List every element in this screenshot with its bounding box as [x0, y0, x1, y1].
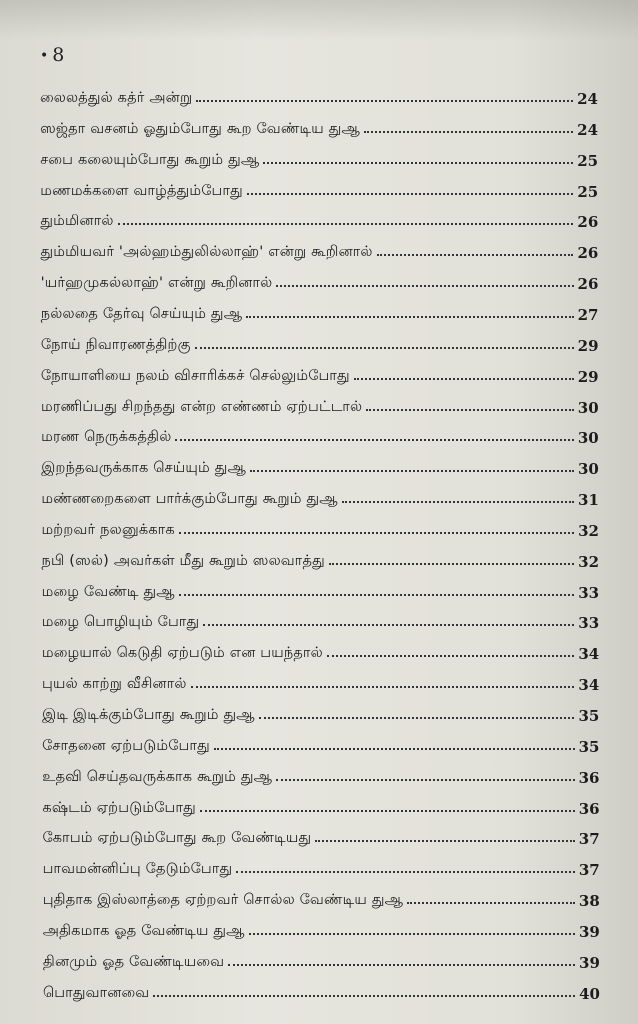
dot-leader	[196, 100, 573, 102]
toc-entry-title: மழை பொழியும் போது	[41, 614, 200, 631]
toc-entry-title: பொதுவானவை	[43, 984, 150, 1001]
dot-leader	[377, 254, 574, 256]
page-number-value: 8	[52, 44, 65, 66]
toc-entry	[41, 329, 599, 355]
dot-leader	[249, 933, 575, 935]
toc-entry-page: 34	[578, 676, 600, 695]
toc-entry-title: மழை வேண்டி துஆ	[41, 583, 175, 600]
toc-entry	[41, 267, 599, 293]
toc-entry-page: 33	[578, 614, 600, 633]
toc-entry-page: 26	[577, 275, 599, 294]
toc-entry-page: 37	[578, 861, 600, 880]
toc-entry-page: 35	[578, 737, 600, 756]
toc-entry-title: ஸஜ்தா வசனம் ஓதும்போது கூற வேண்டிய துஆ	[40, 120, 361, 137]
dot-leader	[236, 871, 575, 873]
toc-entry-title: 'யர்ஹமுகல்லாஹ்' என்று கூறினால்	[40, 275, 273, 292]
toc-entry-title: கோபம் ஏற்படும்போது கூற வேண்டியது	[42, 830, 312, 847]
dot-leader	[364, 131, 573, 133]
toc-entry	[43, 853, 600, 879]
toc-entry-title: மரண நெருக்கத்தில்	[41, 429, 172, 446]
toc-entry-page: 24	[577, 90, 598, 108]
toc-entry	[40, 144, 598, 170]
toc-entry	[42, 822, 599, 848]
dot-leader	[276, 285, 573, 287]
toc-entry-page: 31	[578, 491, 599, 510]
toc-entry-page: 27	[577, 305, 599, 324]
toc-entry-page: 33	[578, 583, 600, 602]
toc-entry	[41, 360, 599, 386]
toc-entry	[41, 514, 599, 540]
toc-entry-title: தும்மினால்	[40, 213, 114, 230]
toc-entry-page: 29	[577, 336, 599, 355]
toc-entry	[42, 668, 599, 694]
toc-entry-page: 39	[579, 953, 600, 972]
toc-entry	[40, 205, 598, 231]
toc-entry-title: கஷ்டம் ஏற்படும்போது	[42, 799, 196, 816]
toc-entry	[42, 761, 599, 787]
toc-entry-title: நோயாளியை நலம் விசாரிக்கச் செல்லும்போது	[40, 367, 350, 384]
toc-entry-page: 25	[577, 151, 599, 170]
dot-leader	[247, 193, 573, 195]
dot-leader	[118, 223, 574, 225]
toc-entry-page: 39	[578, 922, 600, 941]
dot-leader	[203, 624, 574, 626]
dot-leader	[250, 470, 574, 472]
dot-leader	[191, 686, 575, 688]
toc-entry-title: இடி இடிக்கும்போது கூறும் துஆ	[42, 707, 255, 723]
toc-entry-title: மழையால் கெடுதி ஏற்படும் என பயந்தால்	[41, 645, 323, 662]
dot-leader	[200, 810, 575, 812]
toc-entry-title: புதிதாக இஸ்லாத்தை ஏற்றவர் சொல்ல வேண்டிய துஆ	[42, 892, 404, 909]
toc-entry-page: 24	[577, 120, 599, 139]
toc-entry	[41, 391, 599, 417]
toc-entry	[42, 792, 599, 818]
toc-entry	[42, 606, 599, 632]
toc-entry-title: மரணிப்பது சிறந்தது என்ற எண்ணம் ஏற்பட்டால்	[41, 398, 363, 415]
toc-entry-title: இறந்தவருக்காக செய்யும் துஆ	[41, 460, 247, 477]
toc-entry-page: 36	[578, 799, 600, 818]
dot-leader	[354, 378, 574, 380]
toc-entry	[42, 576, 599, 602]
toc-entry-page: 26	[577, 244, 599, 263]
dot-leader	[342, 501, 574, 503]
dot-leader	[366, 409, 574, 411]
toc-entry	[43, 884, 600, 910]
dot-leader	[315, 840, 574, 842]
toc-entry-page: 35	[578, 707, 600, 725]
dot-leader	[214, 748, 575, 750]
toc-entry-page: 25	[577, 182, 599, 201]
toc-entry-page: 32	[578, 552, 600, 571]
toc-entry-page: 26	[577, 213, 599, 232]
dot-leader	[263, 162, 573, 164]
toc-entry	[41, 483, 599, 509]
toc-entry	[43, 946, 600, 972]
toc-entry-title: தினமும் ஓத வேண்டியவை	[42, 953, 225, 970]
toc-entry-page: 37	[578, 830, 600, 849]
toc-entry	[42, 637, 599, 663]
toc-entry	[40, 113, 598, 139]
toc-entry-title: பாவமன்னிப்பு தேடும்போது	[42, 861, 233, 878]
toc-entry	[42, 545, 599, 571]
toc-entry	[42, 730, 599, 756]
toc-entry-title: லைலத்துல் கத்ர் அன்று	[40, 90, 193, 106]
dot-leader	[246, 316, 573, 318]
toc-entry	[41, 421, 599, 447]
toc-entry-title: நோய் நிவாரணத்திற்கு	[40, 336, 191, 353]
toc-entry	[41, 452, 599, 478]
toc-entry-title: சபை கலையும்போது கூறும் துஆ	[40, 151, 260, 168]
toc-entry-title: மணமக்களை வாழ்த்தும்போது	[40, 182, 243, 199]
toc-entry-page: 30	[577, 398, 599, 417]
toc-entry-page: 30	[577, 460, 599, 479]
dot-leader	[175, 439, 573, 441]
toc-entry-page: 29	[577, 367, 599, 386]
dot-leader	[228, 964, 575, 966]
toc-entry	[41, 298, 599, 324]
dot-leader	[153, 995, 575, 997]
toc-entry-page: 40	[579, 984, 600, 1003]
dot-leader	[179, 532, 574, 534]
dot-leader	[179, 594, 574, 596]
toc-entry-title: உதவி செய்தவருக்காக கூறும் துஆ	[42, 768, 273, 785]
dot-leader	[407, 902, 575, 904]
toc-entry-page: 32	[578, 521, 599, 540]
dot-leader	[327, 655, 574, 657]
toc-entry	[40, 82, 598, 108]
dot-leader	[276, 779, 574, 781]
dot-leader	[329, 563, 574, 565]
toc-entry	[43, 977, 600, 1003]
toc-entry	[41, 236, 599, 262]
toc-entry-title: மற்றவர் நலனுக்காக	[41, 521, 175, 538]
toc-entry-title: புயல் காற்று வீசினால்	[41, 676, 187, 693]
bullet-icon: •	[40, 48, 49, 64]
toc-entry-page: 36	[578, 768, 600, 787]
toc-entry-page: 30	[577, 429, 599, 448]
toc-entry	[40, 175, 598, 201]
toc-entry-title: அதிகமாக ஓத வேண்டிய துஆ	[42, 922, 245, 939]
toc-entry-page: 38	[578, 892, 600, 911]
dot-leader	[195, 347, 574, 349]
toc-entry-title: மண்ணறைகளை பார்க்கும்போது கூறும் துஆ	[41, 491, 338, 508]
toc-entry-page: 34	[578, 645, 600, 664]
toc-entry-title: நபி (ஸல்) அவர்கள் மீது கூறும் ஸலவாத்து	[41, 552, 325, 569]
dot-leader	[259, 717, 575, 719]
toc-entry-title: சோதனை ஏற்படும்போது	[42, 737, 210, 754]
toc-entry	[42, 699, 599, 725]
toc-entry	[43, 915, 600, 941]
toc-entry-title: தும்மியவர் 'அல்ஹம்துலில்லாஹ்' என்று கூறினால்	[40, 244, 373, 261]
toc-entry-title: நல்லதை தேர்வு செய்யும் துஆ	[40, 305, 243, 322]
